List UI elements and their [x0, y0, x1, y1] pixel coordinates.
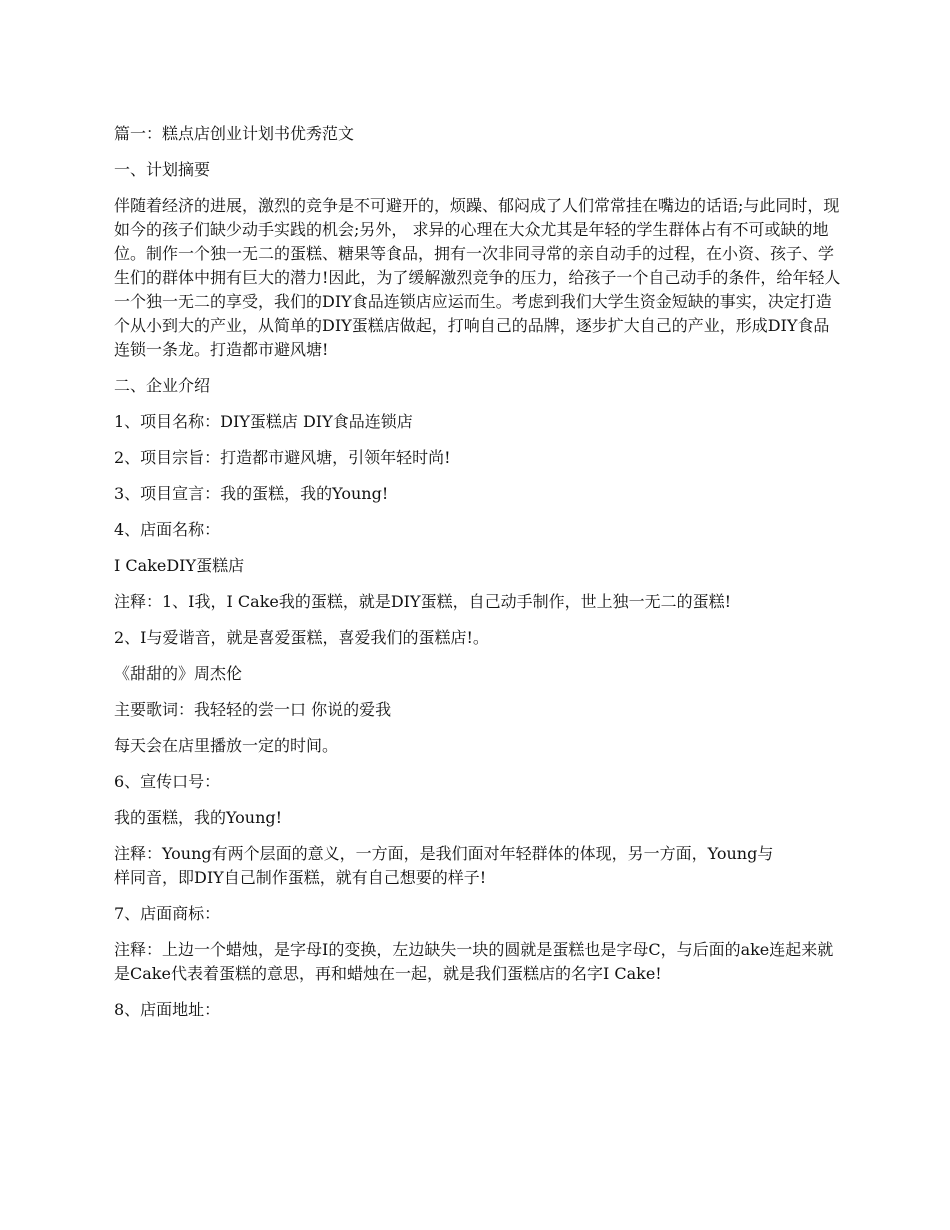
song-title: 《甜甜的》周杰伦 — [114, 664, 243, 683]
document-page — [114, 122, 842, 1034]
song-play-note: 每天会在店里播放一定的时间。 — [114, 736, 339, 755]
summary-paragraph: 伴随着经济的进展，激烈的竞争是不可避开的，烦躁、郁闷成了人们常常挂在嘴边的话语;与此同时，现如今的孩子们缺少动手实践的机会;另外， 求异的心理在大众尤其是年轻的学生群体占有不可或缺的地位。制作一个独一无二的蛋糕、糖果等食品，拥有一次非同寻常的亲自动手的过程，在小资、孩子、学生们的群体中拥有巨大的潜力!因此，为了缓解激烈竞争的压力，给孩子一个自己动手的条件，给年轻人一个独一无二的享受，我们的DIY食品连锁店应运而生。考虑到我们大学生资金短缺的事实，决定打造个从小到大的产业，从简单的DIY蛋糕店做起，打响自己的品牌，逐步扩大自己的产业，形成DIY食品连锁一条龙。打造都市避风塘! — [114, 196, 841, 359]
store-address-heading: 8、店面地址： — [114, 1000, 221, 1019]
song-lyrics: 主要歌词：我轻轻的尝一口 你说的爱我 — [114, 700, 392, 719]
note-store-name-1: 注释：1、I我，I Cake我的蛋糕，就是DIY蛋糕，自己动手制作，世上独一无二的蛋糕! — [114, 592, 731, 611]
store-name: I CakeDIY蛋糕店 — [114, 556, 245, 575]
slogan-text: 我的蛋糕，我的Young! — [114, 808, 283, 827]
document-title: 篇一：糕点店创业计划书优秀范文 — [114, 124, 355, 143]
note-store-name-2: 2、I与爱谐音，就是喜爱蛋糕，喜爱我们的蛋糕店!。 — [114, 628, 489, 647]
project-purpose: 2、项目宗旨：打造都市避风塘，引领年轻时尚! — [114, 448, 451, 467]
section-heading-summary: 一、计划摘要 — [114, 160, 211, 179]
slogan-heading: 6、宣传口号： — [114, 772, 221, 791]
trademark-note: 注释：上边一个蜡烛，是字母I的变换，左边缺失一块的圆就是蛋糕也是字母C，与后面的ake连起来就是Cake代表着蛋糕的意思，再和蜡烛在一起，就是我们蛋糕店的名字I Cake! — [114, 940, 834, 983]
section-heading-company: 二、企业介绍 — [114, 376, 211, 395]
store-name-heading: 4、店面名称： — [114, 520, 221, 539]
slogan-note: 注释：Young有两个层面的意义，一方面，是我们面对年轻群体的体现，另一方面，Young与样同音，即DIY自己制作蛋糕，就有自己想要的样子! — [114, 844, 774, 887]
project-name: 1、项目名称：DIY蛋糕店 DIY食品连锁店 — [114, 412, 413, 431]
project-slogan: 3、项目宣言：我的蛋糕，我的Young! — [114, 484, 389, 503]
trademark-heading: 7、店面商标： — [114, 904, 221, 923]
